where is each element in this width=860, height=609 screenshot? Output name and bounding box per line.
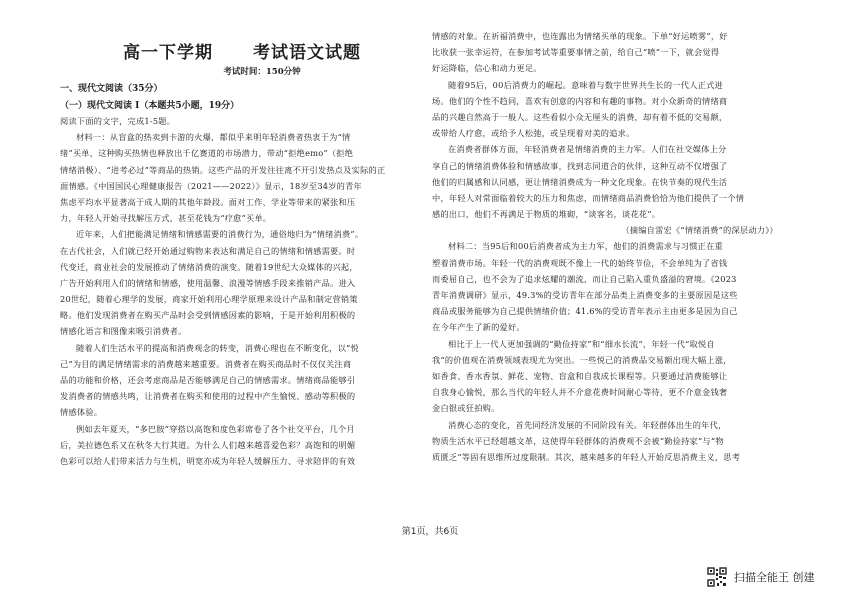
text-line: 如香食、香水香氛、鲜花、宠物、盲盒和自我成长课程等。只要通过消费能够让 bbox=[432, 370, 728, 381]
text-line: 中，年轻人对常面临着较大的压力和焦虑，而情绪商品消费恰恰为他们提供了一个情 bbox=[432, 192, 745, 203]
left-column bbox=[60, 28, 424, 469]
text-line: 在今年产生了新的爱好。 bbox=[432, 322, 525, 333]
text-line: 略。他们发现消费者在购买产品时会受到情感因素的影响，于是开始利用积极的 bbox=[60, 310, 356, 321]
text-line: 塑着消费市场。年轻一代的消费观既不像上一代的始终节俭，不会单纯为了省钱 bbox=[432, 257, 728, 268]
text-line: 随着人们生活水平的提高和消费观念的转变，消费心理也在不断变化，以“悦 bbox=[76, 342, 359, 353]
page-number: 第1页，共6页 bbox=[401, 527, 459, 537]
text-line: 随着95后，00后消费力的崛起。意味着与数字世界共生长的一代人正式进 bbox=[448, 79, 723, 90]
text-line: 情感化语言和图像来吸引消费者。 bbox=[60, 326, 187, 337]
source-citation: （摘编自雷宏《“情绪消费”的深层动力》） bbox=[621, 225, 778, 236]
watermark-text: 扫描全能王 创建 bbox=[734, 571, 815, 584]
text-line: 青年消费调研》显示，49.3%的受访青年在部分品类上消费变多的主要原因是这些 bbox=[432, 290, 738, 300]
text-line: 材料一：从盲盒的热卖到卡游的火爆，都似乎来明年轻消费者热衷于为“情 bbox=[76, 132, 351, 143]
section-heading: 一、现代文阅读（35分） bbox=[60, 84, 163, 94]
text-line: 商品或服务能够为自己提供情绪价值；41.6%的受访青年表示主由更多是因为自己 bbox=[432, 306, 738, 317]
text-line: 力，年轻人开始寻找解压方式，甚至花钱为“疗愈”买单。 bbox=[60, 213, 272, 224]
text-line: 我”的价值观在消费领域表现尤为突出。一些悦己的消费品交易额出现大幅上涨， bbox=[432, 354, 732, 365]
text-line: 情感的对象。在祈福消费中，也连露出为情绪买单的现象。下单“好运喷雾”，好 bbox=[432, 31, 728, 41]
text-line: 比收获一张幸运符，在参加考试等重要事情之前，给自己“喷”一下，就会觉得 bbox=[432, 47, 720, 58]
text-line: 品的兴趣自然高于一般人。这些看似小众无厘头的消费，却有着不低的交易额， bbox=[432, 111, 728, 122]
text-line: 物质生活水平已经超越文革，这使得年轻群体的消费观不会被“勤俭持家”与“物 bbox=[432, 435, 724, 446]
text-line: 品的功能和价格，还会考虑商品是否能够满足自己的情感需求。情绪商品能够引 bbox=[60, 375, 356, 385]
text-line: 情感体验。 bbox=[60, 407, 103, 418]
right-body-text bbox=[432, 28, 796, 222]
text-line: 在古代社会，人们就已经开始通过购物来表达和满足自己的情绪和情感需要。时 bbox=[60, 245, 356, 256]
text-line: 或带给人疗愈，或给予人松弛，或呈现着对美的追求。 bbox=[432, 128, 635, 139]
text-line: 广告开始利用人们的情绪和情感，使用温馨、浪漫等情感手段来推销产品。进入 bbox=[60, 277, 356, 288]
instruction-text: 阅读下面的文字，完成1-5题。 bbox=[60, 116, 176, 126]
text-line: 面情感。《中国国民心理健康报告（2021——2022）》显示，18岁至34岁的青年 bbox=[60, 180, 362, 191]
text-line: 近年来，人们把能满足情绪和情感需要的消费行为，通俗地归为“情绪消费”。 bbox=[76, 229, 364, 240]
text-line: 己”为目的满足情绪需求的消费越来越重要。消费者在购买商品时不仅仅关注商 bbox=[60, 358, 352, 369]
text-line: 情绪消极）、“进考必过”等商品的热销。这些产品的开发往往离不开引发热点及实际的正 bbox=[60, 164, 386, 175]
text-line: 例如去年夏天，“多巴胺”穿搭以高饱和度色彩席卷了各个社交平台，几个月 bbox=[76, 423, 355, 434]
text-line: 在消费者群体方面，年轻消费者是情绪消费的主力军。人们在社交媒体上分 bbox=[448, 144, 727, 155]
right-body-text-2 bbox=[432, 238, 796, 465]
text-line: 而委屈自己，也不会为了追求炫耀的潮流，而让自己陷入重负盛溢的窘境。《2023 bbox=[432, 273, 737, 284]
text-line: 金白银或狂拍购。 bbox=[432, 403, 500, 414]
text-line: 发消费者的情感共鸣，让消费者在购买和使用的过程中产生愉悦、感动等积极的 bbox=[60, 391, 356, 402]
page-title bbox=[60, 38, 424, 63]
text-line: 材料二：当95后和00后消费者成为主力军，他们的消费需求与习惯正在重 bbox=[448, 241, 723, 252]
text-line: 他们的归属感和认同感，更让情绪消费成为一种文化现象。在快节奏的现代生活 bbox=[432, 176, 728, 187]
qr-code-icon bbox=[707, 567, 727, 587]
subsection-heading: （一）现代文阅读 I（本题共5小题，19分） bbox=[60, 101, 240, 111]
text-line: 代变迁，商业社会的发展推动了情绪消费的演变。随着19世纪大众媒体的兴起， bbox=[60, 261, 358, 272]
text-line: 自我身心愉悦，那么当代的年轻人并不介意花费时间耐心等待，更不介意金钱奢 bbox=[432, 387, 728, 398]
scanner-watermark bbox=[707, 566, 815, 588]
text-line: 焦虑平均水平显著高于成人期的其他年龄段。面对工作、学业等带来的紧张和压 bbox=[60, 196, 356, 207]
text-line: 色彩可以给人们带来活力与生机，明宽亦成为年轻人缓解压力、寻求陪伴的有效 bbox=[60, 455, 356, 466]
text-line: 绪”买单，这种购买热情也释放出千亿赛道的市场潜力，带动“拒绝emo”（拒绝 bbox=[60, 148, 354, 159]
text-line: 相比于上一代人更加强调的“勤俭持家”和“细水长流”，年轻一代“取悦自 bbox=[448, 338, 715, 349]
text-line: 后，美拉德色系又在秋冬大行其道。为什么人们越来越喜爱色彩？高饱和的明媚 bbox=[60, 439, 356, 450]
text-line: 享自己的情绪消费体验和情感故事，找到志同道合的伙伴，这种互动不仅增强了 bbox=[432, 160, 728, 171]
text-line: 消费心态的变化，首先同经济发展的不同阶段有关。年轻群体出生的年代， bbox=[448, 419, 727, 430]
right-column bbox=[432, 28, 796, 465]
exam-duration: 考试时间：150分钟 bbox=[223, 67, 301, 77]
text-line: 20世纪，随着心理学的发展，商家开始利用心理学原理来设计产品和制定营销策 bbox=[60, 294, 358, 305]
text-line: 好运降临，信心和动力更足。 bbox=[432, 63, 542, 74]
text-line: 场。他们的个性不趋同，喜欢有创意的内容和有趣的事物。对小众新奇的情绪商 bbox=[432, 95, 728, 106]
left-body-text bbox=[60, 129, 424, 469]
text-line: 感的出口，他们不再满足于物质的堆砌，“谈客名，谈花花”。 bbox=[432, 209, 661, 220]
title-subject: 考试语文试题 bbox=[253, 43, 361, 63]
text-line: 质匮乏”等固有思维所过度限制。其次，越来越多的年轻人开始反思消费主义，思考 bbox=[432, 451, 741, 462]
title-grade: 高一下学期 bbox=[123, 43, 213, 63]
